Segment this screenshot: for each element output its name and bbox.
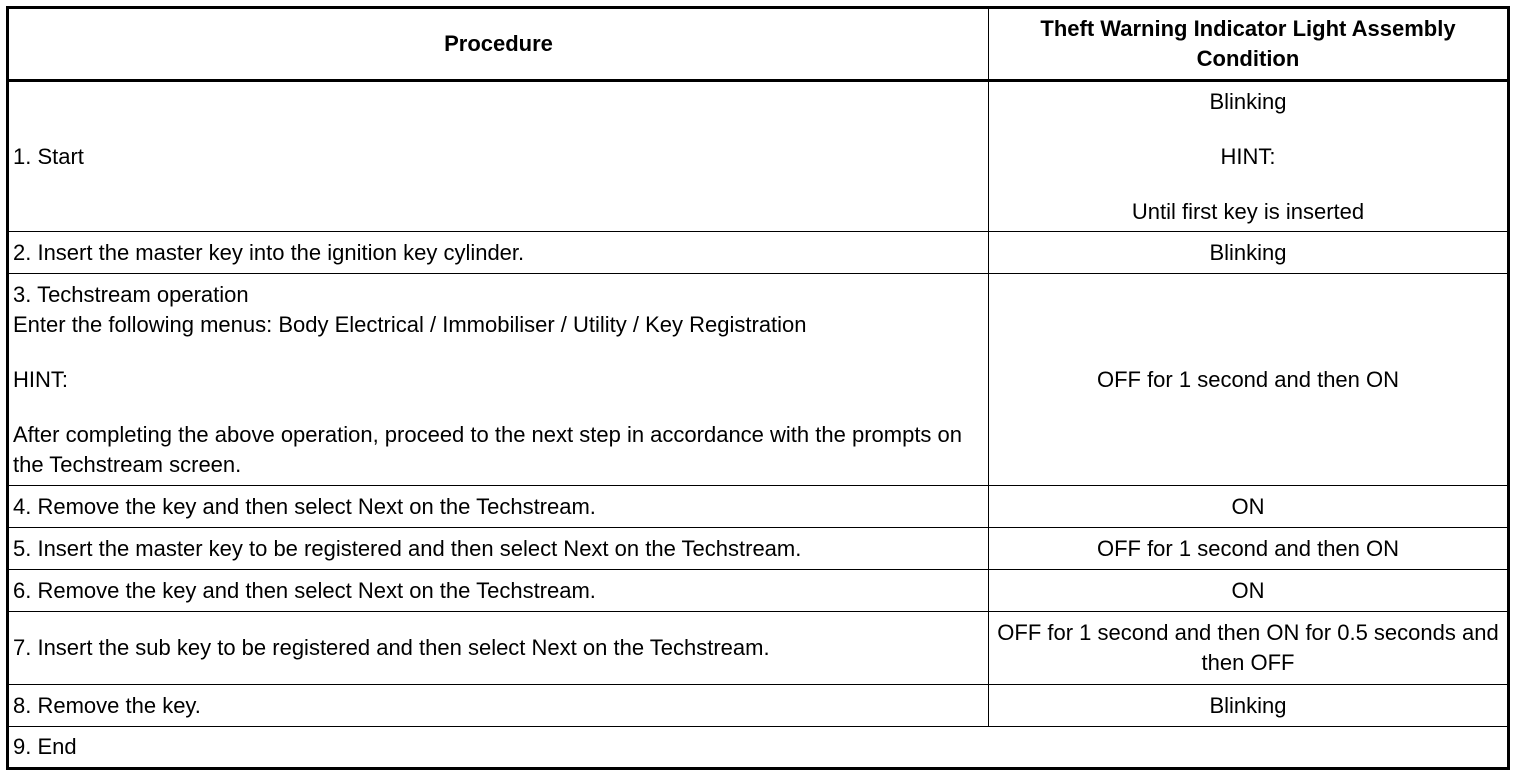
- condition-cell: [989, 685, 1509, 727]
- table-row: [8, 232, 1509, 274]
- table-row: [8, 685, 1509, 727]
- condition-text: OFF for 1 second and then ON: [1096, 535, 1400, 561]
- hint-text: Until first key is inserted: [1131, 198, 1365, 224]
- condition-text: ON: [1231, 577, 1265, 603]
- procedure-text: 6. Remove the key and then select Next on the Techstream.: [13, 577, 596, 603]
- table-row: [8, 486, 1509, 528]
- table-row: [8, 727, 1509, 769]
- table-row: [8, 81, 1509, 232]
- procedure-cell: [8, 232, 989, 274]
- condition-text: OFF for 1 second and then ON for 0.5 seconds and then OFF: [997, 620, 1499, 675]
- condition-cell: [989, 232, 1509, 274]
- procedure-text: 4. Remove the key and then select Next on the Techstream.: [13, 493, 596, 519]
- condition-cell: [989, 274, 1509, 486]
- procedure-cell: [8, 570, 989, 612]
- condition-text: OFF for 1 second and then ON: [1096, 366, 1400, 392]
- condition-text: ON: [1231, 493, 1265, 519]
- procedure-table: [6, 6, 1510, 770]
- procedure-cell: [8, 274, 989, 486]
- procedure-text: 8. Remove the key.: [13, 692, 201, 718]
- condition-cell: [989, 570, 1509, 612]
- procedure-cell: [8, 81, 989, 232]
- procedure-text: 1. Start: [13, 143, 84, 169]
- procedure-text: 2. Insert the master key into the ignition key cylinder.: [13, 239, 525, 265]
- condition-text: Blinking: [1209, 239, 1287, 265]
- header-condition: Theft Warning Indicator Light Assembly Condition: [989, 8, 1509, 81]
- hint-label: HINT:: [1220, 143, 1276, 169]
- procedure-cell: [8, 486, 989, 528]
- condition-cell: [989, 612, 1509, 685]
- procedure-cell: [8, 727, 1509, 769]
- procedure-cell: [8, 612, 989, 685]
- condition-cell: [989, 528, 1509, 570]
- table-row: [8, 570, 1509, 612]
- table-row: [8, 612, 1509, 685]
- condition-text: Blinking: [1209, 88, 1287, 114]
- procedure-text: 5. Insert the master key to be registered and then select Next on the Techstream.: [13, 535, 802, 561]
- procedure-text: 7. Insert the sub key to be registered and then select Next on the Techstream.: [13, 635, 770, 660]
- condition-text: Blinking: [1209, 692, 1287, 718]
- procedure-text: 9. End: [13, 734, 77, 759]
- procedure-cell: [8, 685, 989, 727]
- table-header-row: [8, 8, 1509, 81]
- hint-label: HINT:: [13, 366, 68, 392]
- procedure-table-container: [6, 6, 1507, 770]
- condition-cell: [989, 81, 1509, 232]
- hint-text: After completing the above operation, proceed to the next step in accordance with the prompts on the Techstream screen.: [13, 421, 963, 477]
- procedure-text: 3. Techstream operation: [13, 281, 249, 307]
- procedure-cell: [8, 528, 989, 570]
- condition-cell: [989, 486, 1509, 528]
- header-procedure: Procedure: [8, 8, 989, 81]
- table-row: [8, 274, 1509, 486]
- procedure-subtext: Enter the following menus: Body Electrical / Immobiliser / Utility / Key Registration: [13, 311, 807, 337]
- table-row: [8, 528, 1509, 570]
